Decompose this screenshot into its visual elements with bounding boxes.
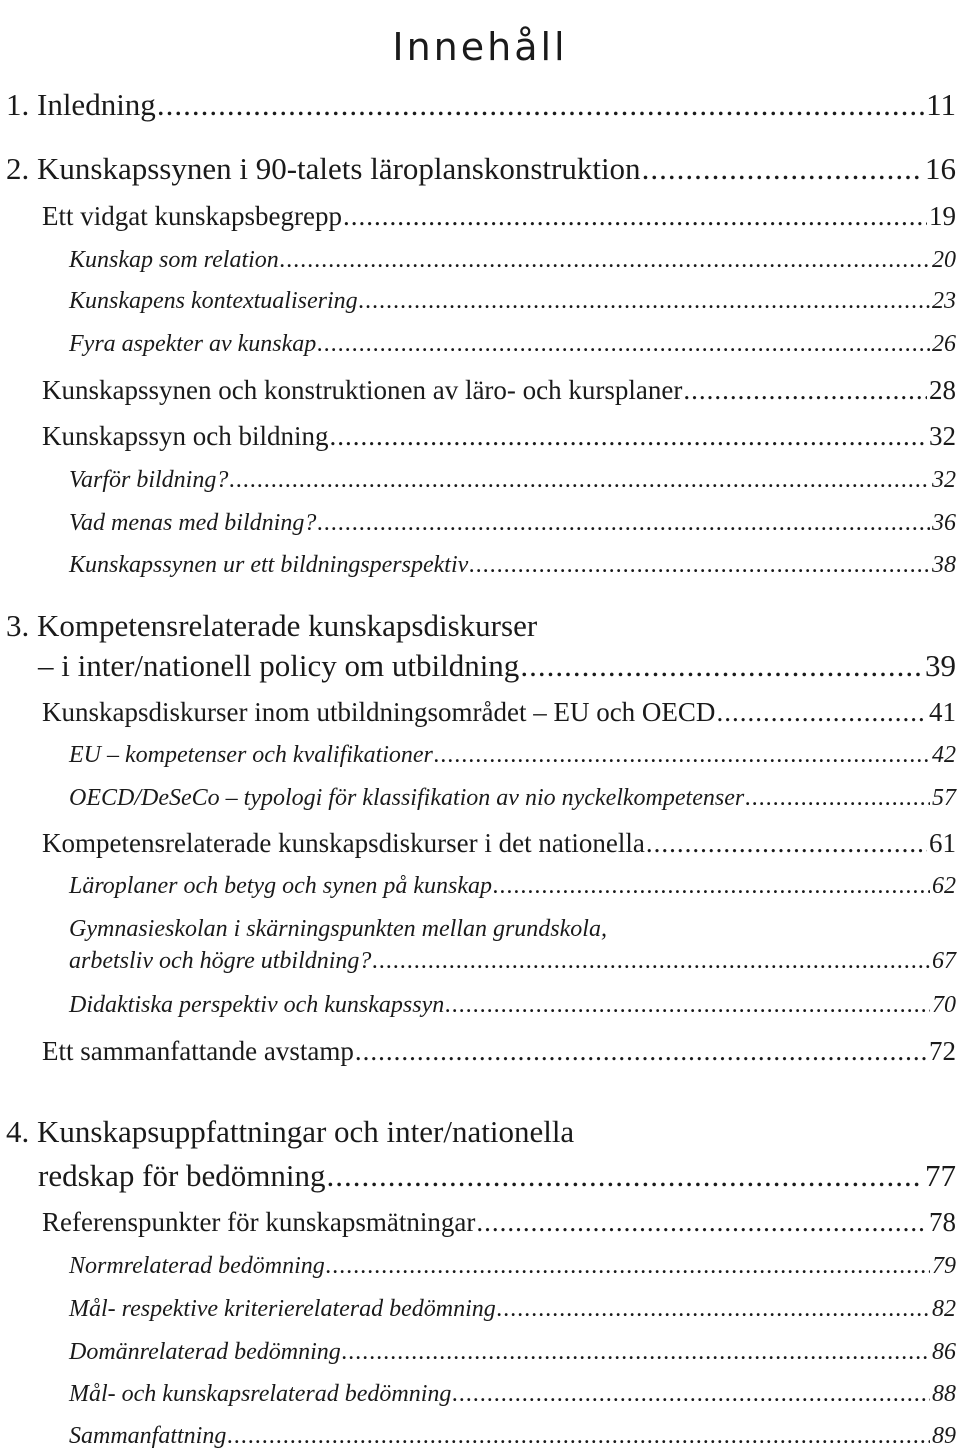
toc-entry-title: Mål- respektive kriterierelaterad bedömning [69,1296,496,1322]
toc-entry-subsection [0,1336,956,1368]
toc-entry-title-line2: redskap för bedömning [38,1158,326,1193]
dot-leader [355,1033,927,1069]
toc-entry-title-line1 [0,1112,956,1152]
toc-entry-subsection [0,870,956,902]
toc-entry-title: EU – kompetenser och kvalifikationer [69,742,433,768]
dot-leader [317,328,930,360]
toc-page-number: 89 [932,1423,956,1449]
toc-page-number: 78 [929,1207,956,1237]
toc-page-number: 39 [925,648,956,683]
toc-page-number: 16 [925,151,956,186]
toc-entry-subsection [0,1250,956,1282]
toc-entry-title: Ett sammanfattande avstamp [42,1036,354,1066]
toc-entry-title: 3. Kompetensrelaterade kunskapsdiskurser [6,608,538,643]
dot-leader [493,870,930,902]
dot-leader [745,782,930,814]
toc-entry-subsection [0,782,956,814]
toc-entry-title: 2. Kunskapssynen i 90-talets läroplanskonstruktion [6,151,641,186]
toc-entry-title-line1 [0,606,956,646]
toc-entry-chapter-2 [0,149,956,189]
toc-entry-title: 4. Kunskapsuppfattningar och inter/nationella [6,1114,575,1149]
dot-leader [646,825,927,861]
toc-entry-title: Didaktiska perspektiv och kunskapssyn [69,992,445,1018]
toc-page-number: 38 [932,552,956,578]
toc-page-number: 20 [932,247,956,273]
dot-leader [520,646,923,686]
toc-entry-title: Fyra aspekter av kunskap [69,331,317,357]
toc-entry-title: Kompetensrelaterade kunskapsdiskurser i det nationella [42,828,645,858]
toc-entry-title: Varför bildning? [69,467,229,493]
dot-leader [327,1156,923,1196]
dot-leader [317,507,930,539]
dot-leader [359,285,930,317]
dot-leader [227,1420,930,1452]
dot-leader [280,244,930,276]
toc-page-number: 77 [925,1158,956,1193]
toc-page-number: 70 [932,992,956,1018]
toc-page-number: 19 [929,201,956,231]
toc-entry-section [0,1204,956,1240]
toc-entry-subsection [0,739,956,771]
dot-leader [476,1204,927,1240]
toc-entry-subsection [0,328,956,360]
toc-page-number: 11 [926,87,956,122]
toc-page-number: 57 [932,785,956,811]
toc-entry-section [0,1033,956,1069]
toc-entry-title: Gymnasieskolan i skärningspunkten mellan grundskola, [69,916,607,942]
dot-leader [683,372,927,408]
toc-entry-title: Kunskapens kontextualisering [69,288,358,314]
toc-entry-chapter-4 [0,1112,956,1196]
toc-entry-title: Mål- och kunskapsrelaterad bedömning [69,1381,452,1407]
toc-page-number: 72 [929,1036,956,1066]
toc-entry-subsection [0,549,956,581]
toc-entry-title: Sammanfattning [69,1423,227,1449]
toc-entry-title-line2: – i inter/nationell policy om utbildning [38,648,520,683]
dot-leader [343,198,927,234]
toc-entry-title: Ett vidgat kunskapsbegrepp [42,201,342,231]
toc-entry-title: Normrelaterad bedömning [69,1253,325,1279]
toc-entry-title: OECD/DeSeCo – typologi för klassifikation av nio nyckelkompetenser [69,785,745,811]
toc-entry-subsection [0,989,956,1021]
dot-leader [372,945,930,977]
toc-page-number: 32 [929,421,956,451]
toc-entry-subsection [0,507,956,539]
dot-leader [157,85,924,125]
dot-leader [716,694,927,730]
toc-entry-section [0,694,956,730]
toc-entry-title: Läroplaner och betyg och synen på kunskap [69,873,493,899]
toc-page-number: 26 [932,331,956,357]
toc-entry-title-line1 [0,913,956,945]
toc-entry-title: Vad menas med bildning? [69,510,317,536]
dot-leader [452,1378,930,1410]
toc-page-number: 79 [932,1253,956,1279]
toc-page-number: 88 [932,1381,956,1407]
toc-entry-title: Domänrelaterad bedömning [69,1339,341,1365]
page-title: Innehåll [392,25,568,70]
dot-leader [326,1250,930,1282]
toc-entry-section [0,825,956,861]
toc-entry-title: Kunskapssynen och konstruktionen av läro- och kursplaner [42,375,683,405]
toc-entry-subsection [0,1420,956,1452]
toc-entry-subsection [0,285,956,317]
dot-leader [342,1336,930,1368]
toc-entry-subsection [0,1293,956,1325]
toc-entry-section [0,372,956,408]
toc-page-number: 82 [932,1296,956,1322]
toc-entry-subsection [0,244,956,276]
dot-leader [469,549,930,581]
toc-page-number: 42 [932,742,956,768]
dot-leader [434,739,930,771]
toc-page-number: 36 [932,510,956,536]
dot-leader [642,149,923,189]
toc-entry-section [0,198,956,234]
toc-entry-title: Kunskapssynen ur ett bildningsperspektiv [69,552,469,578]
toc-entry-section [0,418,956,454]
toc-entry-title-line2: arbetsliv och högre utbildning? [69,948,372,974]
toc-page-number: 23 [932,288,956,314]
toc-page-number: 62 [932,873,956,899]
dot-leader [330,418,928,454]
toc-page-number: 67 [932,948,956,974]
toc-entry-title: Kunskapsdiskurser inom utbildningsområdet – EU och OECD [42,697,716,727]
toc-entry-subsection [0,913,956,977]
toc-entry-chapter-1 [0,85,956,125]
toc-entry-title: Kunskap som relation [69,247,279,273]
toc-entry-chapter-3 [0,606,956,686]
dot-leader [445,989,930,1021]
toc-entry-title: 1. Inledning [6,87,156,122]
toc-page-number: 32 [932,467,956,493]
toc-entry-title: Referenspunkter för kunskapsmätningar [42,1207,476,1237]
toc-page-number: 86 [932,1339,956,1365]
toc-page-number: 41 [929,697,956,727]
toc-entry-subsection [0,464,956,496]
toc-entry-subsection [0,1378,956,1410]
toc-page-number: 61 [929,828,956,858]
dot-leader [497,1293,930,1325]
dot-leader [229,464,930,496]
toc-page-number: 28 [929,375,956,405]
toc-entry-title: Kunskapssyn och bildning [42,421,329,451]
